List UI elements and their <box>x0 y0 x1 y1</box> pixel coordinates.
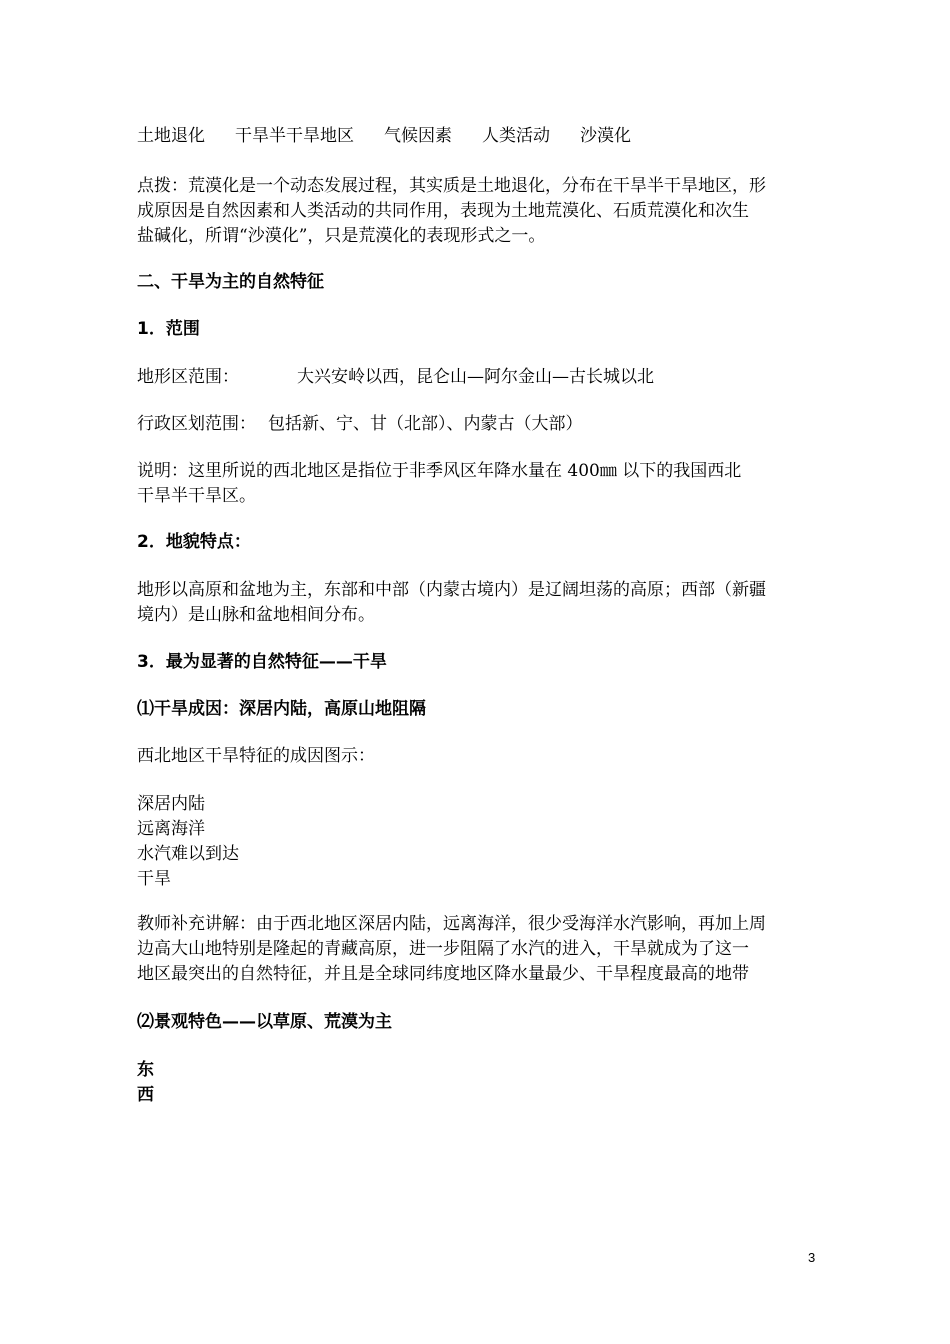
direction-east: 东 <box>137 1060 154 1080</box>
landform-line-1: 地形以高原和盆地为主，东部和中部（内蒙古境内）是辽阔坦荡的高原；西部（新疆 <box>137 580 766 600</box>
admin-scope-value: 包括新、宁、甘（北部）、内蒙古（大部） <box>268 414 583 434</box>
cause-diagram-title: 西北地区干旱特征的成因图示： <box>137 746 375 766</box>
landform-title: 2．地貌特点： <box>137 532 251 552</box>
cause-title: ⑴干旱成因：深居内陆，高原山地阻隔 <box>137 699 426 719</box>
feature-title: 3．最为显著的自然特征——干旱 <box>137 652 387 672</box>
section2-title: 二、干旱为主的自然特征 <box>137 272 324 292</box>
landscape-title: ⑵景观特色——以草原、荒漠为主 <box>137 1012 392 1032</box>
note-line-1: 说明：这里所说的西北地区是指位于非季风区年降水量在 400㎜ 以下的我国西北 <box>137 461 742 481</box>
keyword-2: 干旱半干旱地区 <box>235 126 354 146</box>
teacher-note-line-3: 地区最突出的自然特征，并且是全球同纬度地区降水量最少、干旱程度最高的地带 <box>137 964 749 984</box>
landform-line-2: 境内）是山脉和盆地相间分布。 <box>137 605 375 625</box>
hint-line-2: 成原因是自然因素和人类活动的共同作用，表现为土地荒漠化、石质荒漠化和次生 <box>137 201 749 221</box>
keyword-1: 土地退化 <box>137 126 205 146</box>
scope-title: 1．范围 <box>137 319 200 339</box>
keyword-5: 沙漠化 <box>580 126 631 146</box>
cause-chain-item-2: 远离海洋 <box>137 819 205 839</box>
keyword-4: 人类活动 <box>482 126 550 146</box>
hint-line-1: 点拨：荒漠化是一个动态发展过程，其实质是土地退化，分布在干旱半干旱地区，形 <box>137 176 766 196</box>
cause-chain-item-3: 水汽难以到达 <box>137 844 239 864</box>
note-line-2: 干旱半干旱区。 <box>137 486 256 506</box>
terrain-scope-label: 地形区范围： <box>137 367 239 387</box>
admin-scope <box>137 412 583 437</box>
page-number: 3 <box>808 1250 816 1265</box>
hint-line-3: 盐碱化，所谓“沙漠化”，只是荒漠化的表现形式之一。 <box>137 226 546 246</box>
keyword-row <box>137 124 631 149</box>
admin-scope-label: 行政区划范围： <box>137 414 256 434</box>
keyword-3: 气候因素 <box>384 126 452 146</box>
direction-west: 西 <box>137 1085 154 1105</box>
cause-chain-item-4: 干旱 <box>137 869 171 889</box>
terrain-scope <box>137 365 654 390</box>
teacher-note-line-2: 边高大山地特别是隆起的青藏高原，进一步阻隔了水汽的进入，干旱就成为了这一 <box>137 939 749 959</box>
teacher-note-line-1: 教师补充讲解：由于西北地区深居内陆，远离海洋，很少受海洋水汽影响，再加上周 <box>137 914 766 934</box>
terrain-scope-value: 大兴安岭以西，昆仑山—阿尔金山—古长城以北 <box>297 367 654 387</box>
cause-chain-item-1: 深居内陆 <box>137 794 205 814</box>
